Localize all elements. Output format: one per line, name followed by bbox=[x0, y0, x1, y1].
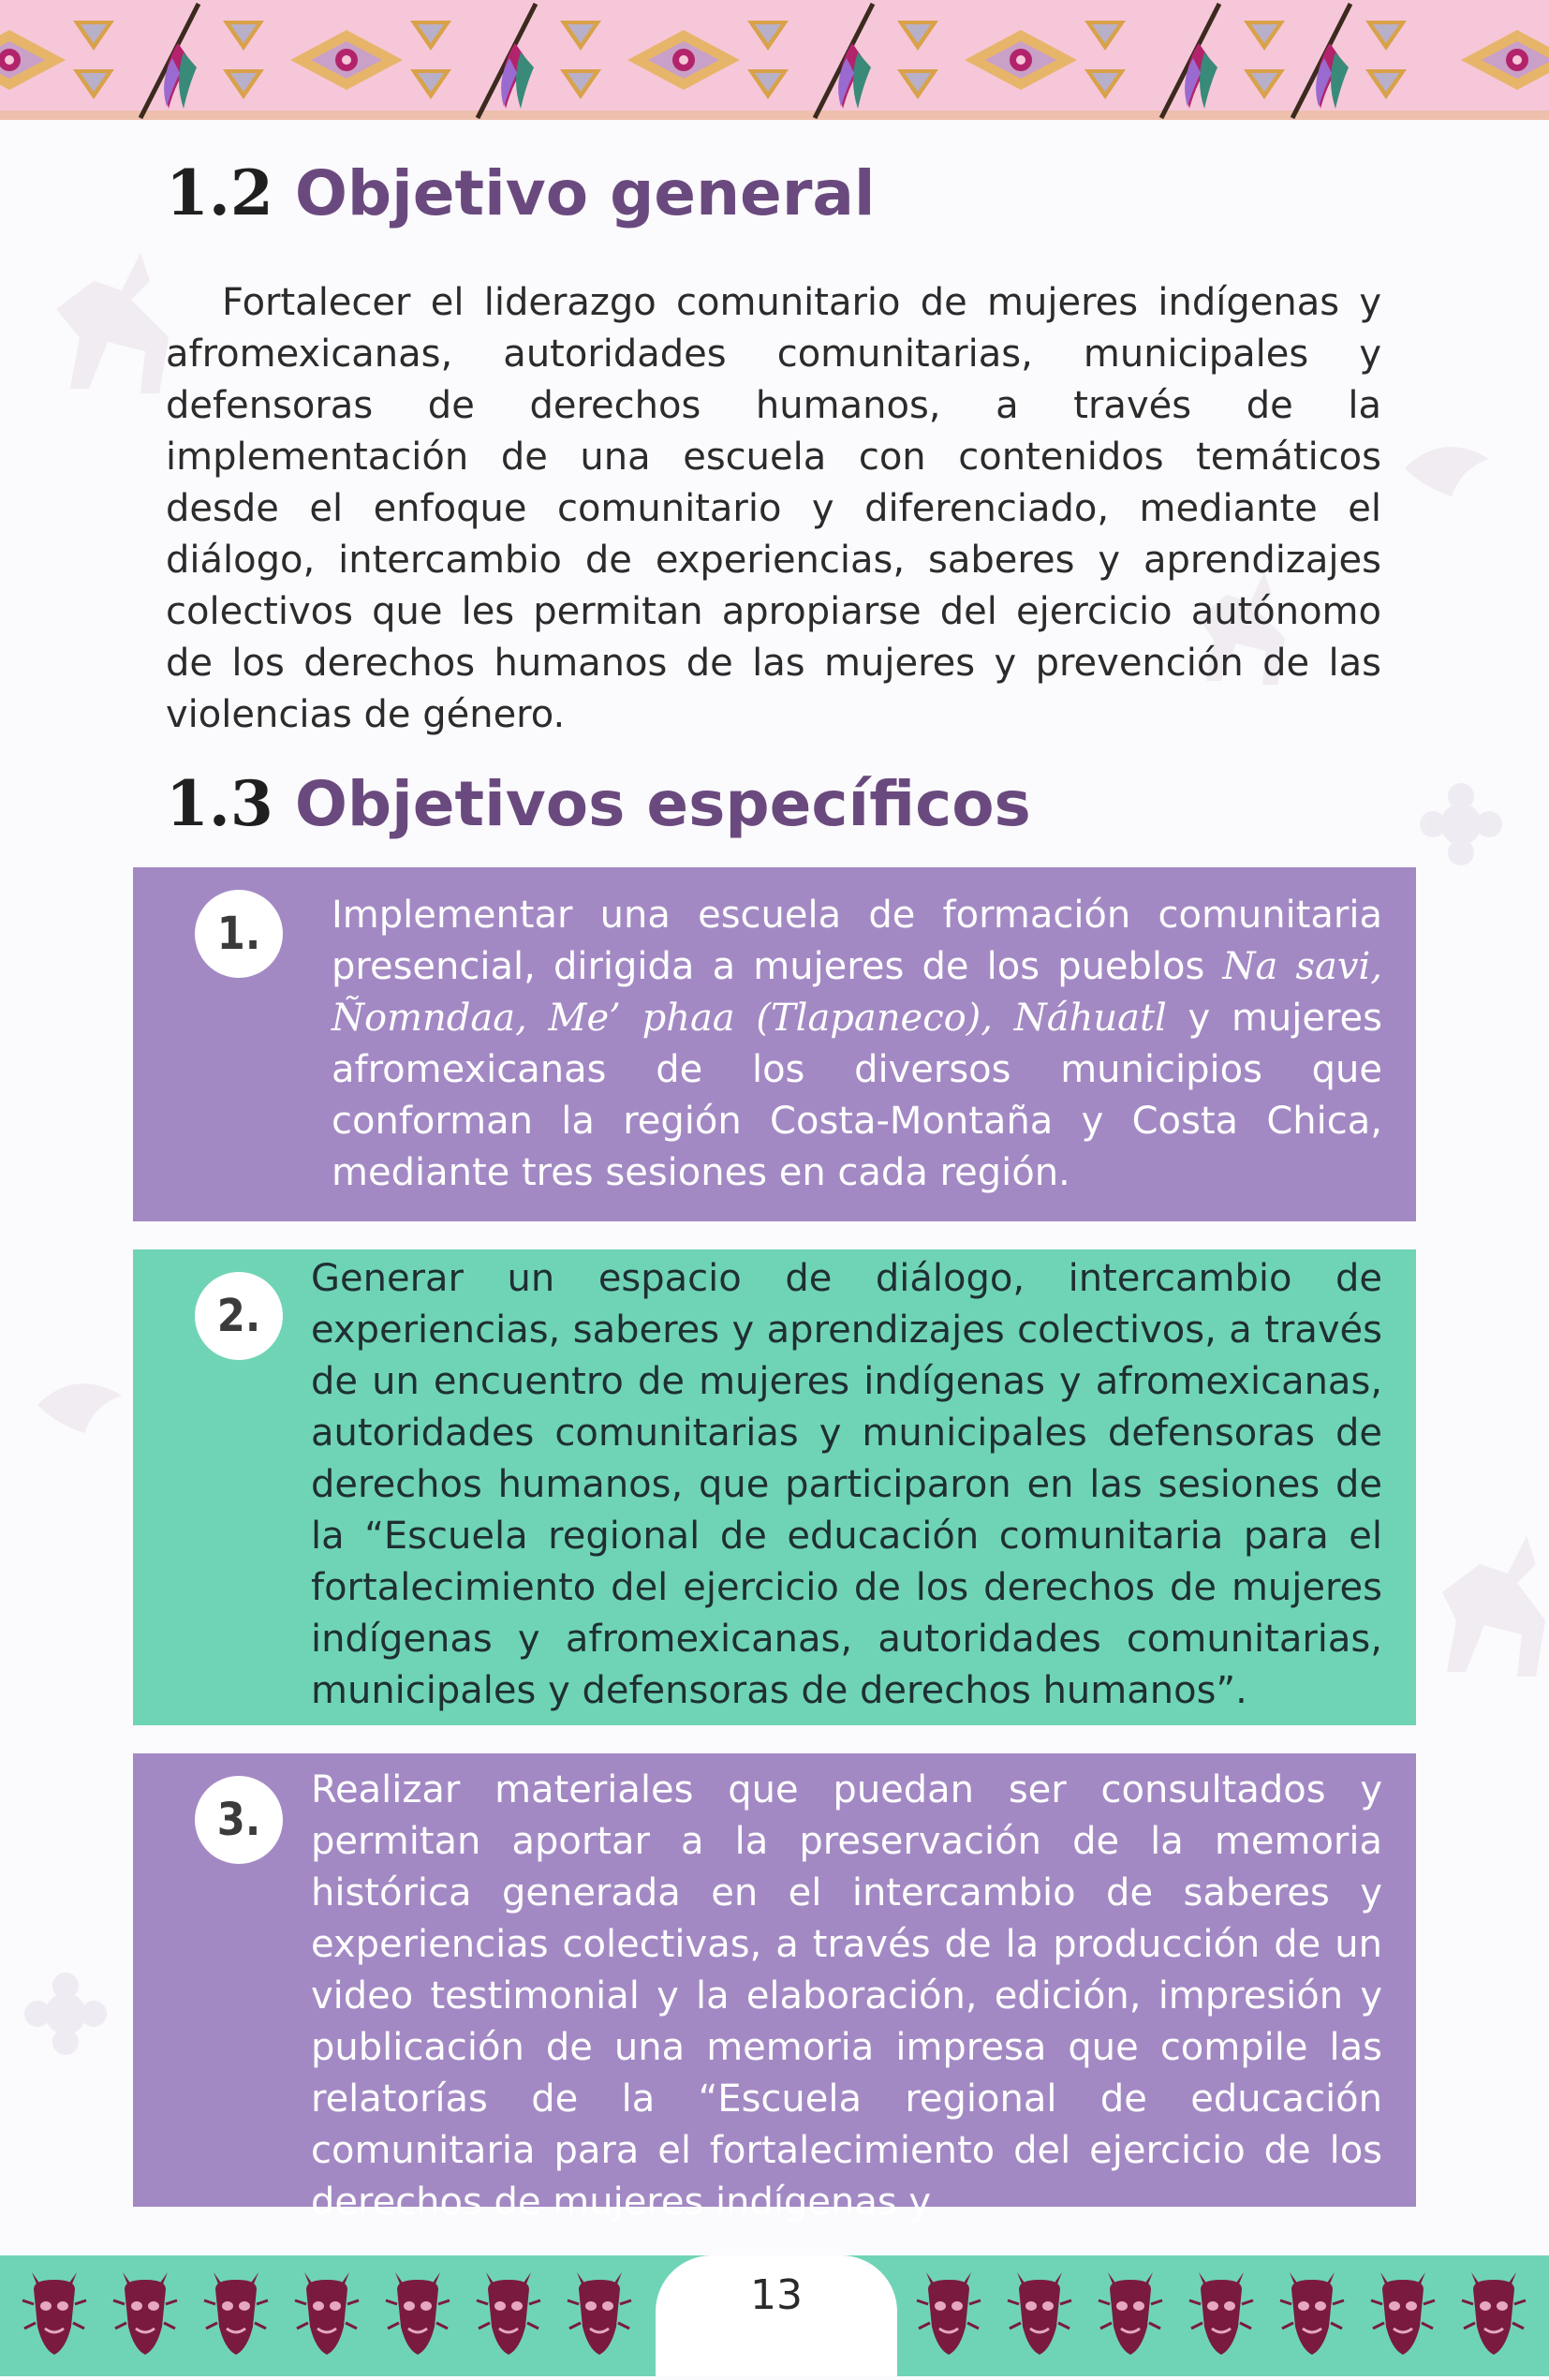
objective-number-badge: 2. bbox=[195, 1272, 283, 1360]
objective-text: Realizar materiales que puedan ser consultados y permitan aportar a la preservación de la memoria histórica generada en el intercambio de saberes y experiencias colectivas, a través de la producción de un video testimonial y la elaboración, edición, impresión y publicación de una memoria impresa que compile las relatorías de la “Escuela regional de educación comunitaria para el fortalecimiento del ejercicio de los derechos de mujeres indígenas y bbox=[311, 1768, 1382, 2224]
indigenous-peoples-names: Na savi, Ñomndaa, Me’ phaa (Tlapaneco), Náhuatl bbox=[332, 945, 1382, 1040]
section-number: 1.3 bbox=[166, 767, 273, 840]
section-title: Objetivo general bbox=[294, 157, 876, 229]
section-heading-objetivos-especificos bbox=[166, 766, 1031, 842]
page-number: 13 bbox=[750, 2271, 803, 2319]
objective-text: Generar un espacio de diálogo, intercambio de experiencias, saberes y aprendizajes colectivos, a través de un encuentro de mujeres indígenas y afromexicanas, autoridades comunitarias y municipales defensoras de derechos humanos, que participaron en las sesiones de la “Escuela regional de educación comunitaria para el fortalecimiento del ejercicio de los derechos de mujeres indígenas y afromexicanas, autoridades comunitarias, municipales y defensoras de derechos humanos”. bbox=[311, 1257, 1382, 1712]
flower-silhouette-icon bbox=[24, 1973, 107, 2055]
objective-text-start: Implementar una escuela de formación comunitaria presencial, dirigida a mujeres de los pueblos bbox=[332, 894, 1382, 988]
deer-silhouette-icon bbox=[1442, 1536, 1545, 1677]
objective-card-1 bbox=[133, 867, 1416, 1221]
objective-text-end: y mujeres afromexicanas de los diversos municipios que conforman la región Costa-Montaña y Costa Chica, mediante tres sesiones en cada región. bbox=[332, 997, 1382, 1194]
objective-text bbox=[332, 890, 1382, 1199]
flower-silhouette-icon bbox=[1420, 783, 1502, 865]
bird-silhouette-icon bbox=[1405, 447, 1489, 496]
bird-silhouette-icon bbox=[37, 1383, 122, 1433]
section-title: Objetivos específicos bbox=[294, 768, 1031, 840]
objective-number-badge: 1. bbox=[195, 890, 283, 978]
woven-pattern bbox=[0, 0, 1549, 120]
section-number: 1.2 bbox=[166, 156, 273, 229]
deer-silhouette-icon bbox=[56, 253, 169, 393]
objetivo-general-paragraph: Fortalecer el liderazgo comunitario de mujeres indígenas y afromexicanas, autoridades comunitarias, municipales y defensoras de derechos humanos, a través de la implementación de una escuela con contenidos temáticos desde el enfoque comunitario y diferenciado, mediante el diálogo, intercambio de experiencias, saberes y aprendizajes colectivos que les permitan apropiarse del ejercicio autónomo de los derechos humanos de las mujeres y prevención de las violencias de género. bbox=[166, 281, 1381, 736]
top-decorative-border bbox=[0, 0, 1549, 120]
objective-card-3 bbox=[133, 1753, 1416, 2224]
section-heading-objetivo-general bbox=[166, 155, 876, 231]
objective-number-badge: 3. bbox=[195, 1776, 283, 1864]
objective-card-2 bbox=[133, 1249, 1416, 1725]
